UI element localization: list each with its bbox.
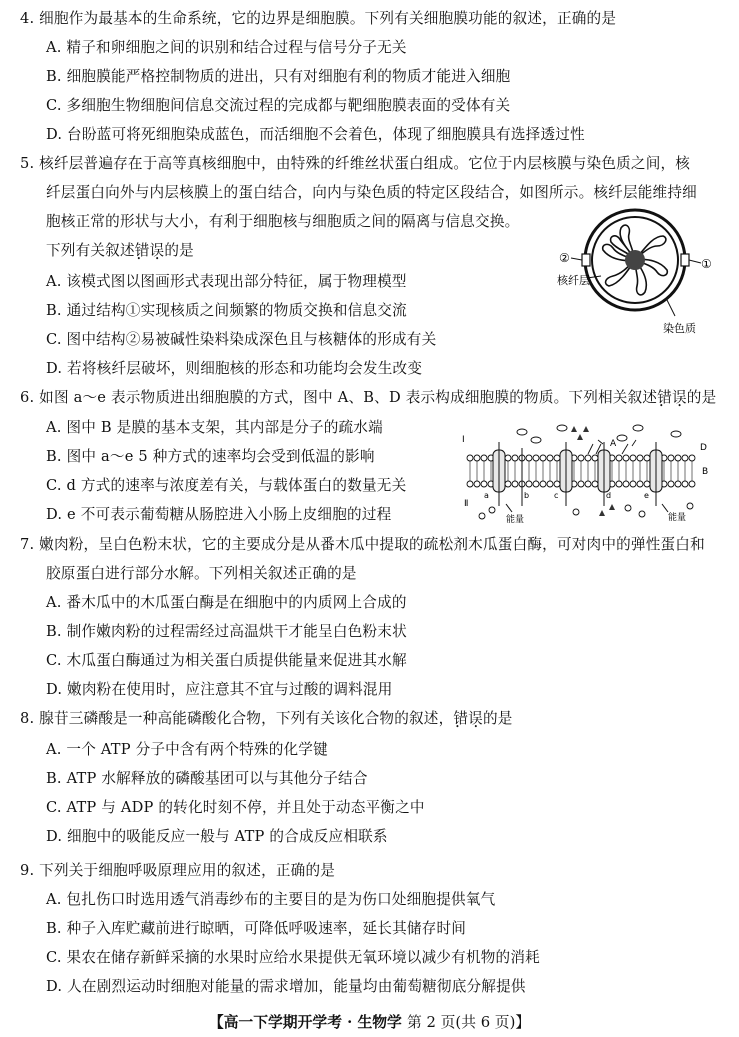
fig-label-structure-1: ① xyxy=(701,257,712,271)
q4-option-b: B. 细胞膜能严格控制物质的进出，只有对细胞有利的物质才能进入细胞 xyxy=(46,68,511,85)
q5-option-a: A. 该模式图以图画形式表现出部分特征，属于物理模型 xyxy=(46,273,407,290)
q7-stem-line2: 胶原蛋白进行部分水解。下列相关叙述正确的是 xyxy=(46,565,357,582)
q6-option-d: D. e 不可表示葡萄糖从肠腔进入小肠上皮细胞的过程 xyxy=(46,506,392,523)
fig-label-c: c xyxy=(554,491,559,500)
q5-option-d: D. 若将核纤层破坏，则细胞核的形态和功能均会发生改变 xyxy=(46,360,423,377)
q5-stem-line4: 下列有关叙述错误 • •的是 xyxy=(46,241,194,261)
q5-option-c: C. 图中结构②易被碱性染料染成深色且与核糖体的形成有关 xyxy=(46,331,437,348)
q6-stem: 6. 如图 a～e 表示物质进出细胞膜的方式，图中 A、B、D 表示构成细胞膜的物质。下列相关叙述错误 • •的是 xyxy=(20,388,716,408)
fig-label-e: e xyxy=(644,491,649,500)
q4-option-a: A. 精子和卵细胞之间的识别和结合过程与信号分子无关 xyxy=(46,39,407,56)
q6-option-c: C. d 方式的速率与浓度差有关，与载体蛋白的数量无关 xyxy=(46,477,407,494)
footer-title: 【高一下学期开学考 · 生物学 xyxy=(208,1014,402,1031)
q6-option-a: A. 图中 B 是膜的基本支架，其内部是分子的疏水端 xyxy=(46,419,383,436)
q8-option-a: A. 一个 ATP 分子中含有两个特殊的化学键 xyxy=(46,741,328,758)
q6-option-b: B. 图中 a～e 5 种方式的速率均会受到低温的影响 xyxy=(46,448,375,465)
q5-stem-line1: 5. 核纤层普遍存在于高等真核细胞中，由特殊的纤维丝状蛋白组成。它位于内层核膜与染色质之间，核 xyxy=(20,155,691,172)
fig-label-chromatin: 染色质 xyxy=(663,322,696,335)
q7-option-a: A. 番木瓜中的木瓜蛋白酶是在细胞中的内质网上合成的 xyxy=(46,594,407,611)
fig-label-B: B xyxy=(702,467,709,477)
fig-label-d: d xyxy=(606,491,612,500)
emphasis-word: 错误 • • xyxy=(453,709,483,729)
fig-label-structure-2: ② xyxy=(559,251,570,265)
fig-label-A: A xyxy=(610,439,617,449)
q7-option-b: B. 制作嫩肉粉的过程需经过高温烘干才能呈白色粉末状 xyxy=(46,623,407,640)
fig-label-side-II: Ⅱ xyxy=(464,499,469,509)
membrane-transport-figure xyxy=(462,420,718,526)
q5-stem-line3: 胞核正常的形状与大小，有利于细胞核与细胞质之间的隔离与信息交换。 xyxy=(46,213,520,230)
q9-option-d: D. 人在剧烈运动时细胞对能量的需求增加，能量均由葡萄糖彻底分解提供 xyxy=(46,978,526,995)
emphasis-word: 错误 • • xyxy=(657,388,687,408)
q8-stem: 8. 腺苷三磷酸是一种高能磷酸化合物，下列有关该化合物的叙述，错误 • •的是 xyxy=(20,709,513,729)
page-footer xyxy=(0,1011,739,1032)
q9-option-c: C. 果农在储存新鲜采摘的水果时应给水果提供无氧环境以减少有机物的消耗 xyxy=(46,949,540,966)
fig-label-a: a xyxy=(484,491,489,500)
q8-option-c: C. ATP 与 ADP 的转化时刻不停，并且处于动态平衡之中 xyxy=(46,799,425,816)
q5-stem-line2: 纤层蛋白向外与内层核膜上的蛋白结合，向内与染色质的特定区段结合，如图所示。核纤层能维持细 xyxy=(46,184,697,201)
fig-label-side-I: Ⅰ xyxy=(462,435,465,445)
q4-option-d: D. 台盼蓝可将死细胞染成蓝色，而活细胞不会着色，体现了细胞膜具有选择透过性 xyxy=(46,126,585,143)
q7-option-d: D. 嫩肉粉在使用时，应注意其不宜与过酸的调料混用 xyxy=(46,681,393,698)
q4-stem: 4. 细胞作为最基本的生命系统，它的边界是细胞膜。下列有关细胞膜功能的叙述，正确的是 xyxy=(20,10,617,27)
q7-stem-line1: 7. 嫩肉粉，呈白色粉末状，它的主要成分是从番木瓜中提取的疏松剂木瓜蛋白酶，可对肉中的弹性蛋白和 xyxy=(20,536,705,553)
fig-label-energy-right: 能量 xyxy=(668,513,687,523)
q4-option-c: C. 多细胞生物细胞间信息交流过程的完成都与靶细胞膜表面的受体有关 xyxy=(46,97,511,114)
fig-label-nuclear-lamina: 核纤层 xyxy=(557,274,590,287)
nucleus-figure xyxy=(557,208,717,338)
q9-stem: 9. 下列关于细胞呼吸原理应用的叙述，正确的是 xyxy=(20,862,336,879)
emphasis-word: 错误 • • xyxy=(135,241,165,261)
q7-option-c: C. 木瓜蛋白酶通过为相关蛋白质提供能量来促进其水解 xyxy=(46,652,407,669)
q9-option-b: B. 种子入库贮藏前进行晾晒，可降低呼吸速率，延长其储存时间 xyxy=(46,920,467,937)
footer-page-number: 第 2 页(共 6 页)】 xyxy=(407,1014,531,1031)
fig-label-energy-left: 能量 xyxy=(506,515,525,525)
fig-label-b: b xyxy=(524,491,530,500)
q8-option-b: B. ATP 水解释放的磷酸基团可以与其他分子结合 xyxy=(46,770,368,787)
q9-option-a: A. 包扎伤口时选用透气消毒纱布的主要目的是为伤口处细胞提供氧气 xyxy=(46,891,496,908)
fig-label-D: D xyxy=(700,443,707,453)
q8-option-d: D. 细胞中的吸能反应一般与 ATP 的合成反应相联系 xyxy=(46,828,388,845)
q5-option-b: B. 通过结构①实现核质之间频繁的物质交换和信息交流 xyxy=(46,302,407,319)
